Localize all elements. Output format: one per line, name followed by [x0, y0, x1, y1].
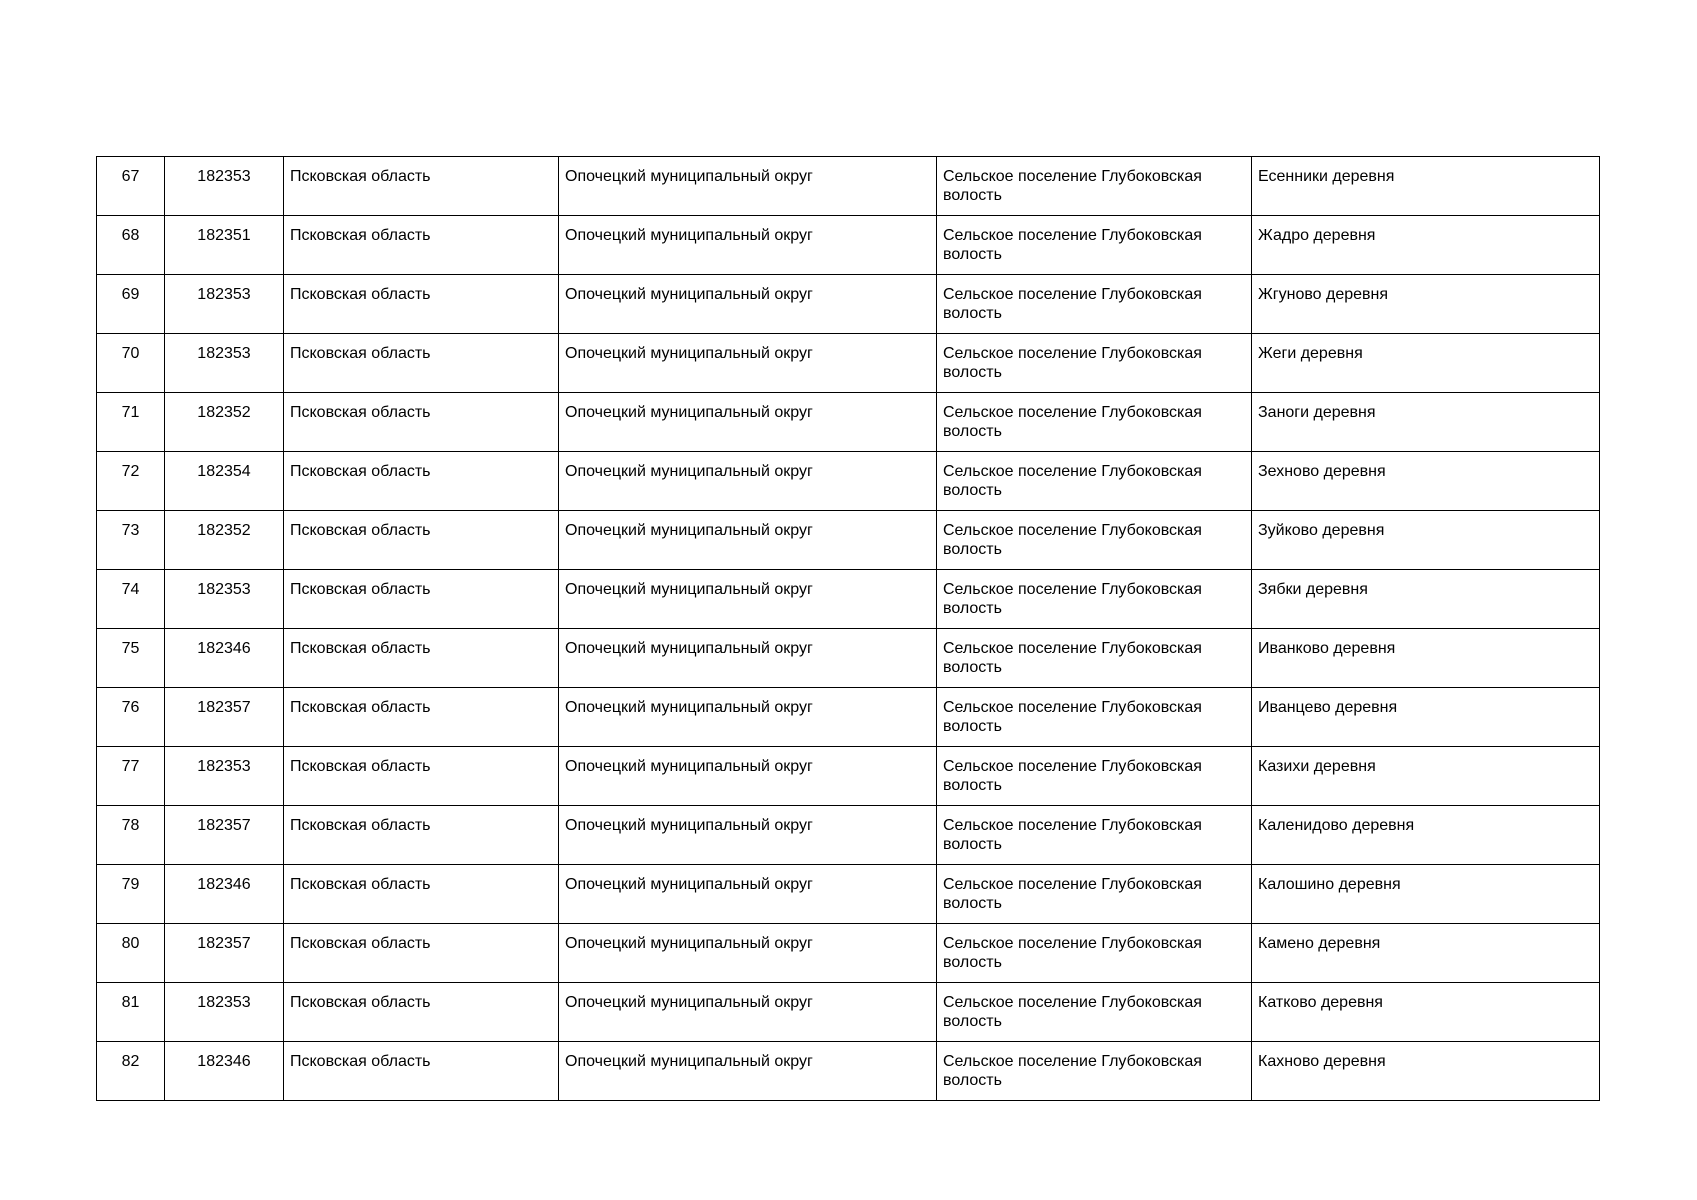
region-cell: Псковская область — [284, 629, 559, 688]
settlement-cell: Сельское поселение Глубоковская волость — [937, 216, 1252, 275]
region-cell: Псковская область — [284, 924, 559, 983]
table-row — [97, 393, 1600, 452]
settlement-cell: Сельское поселение Глубоковская волость — [937, 452, 1252, 511]
table-row — [97, 216, 1600, 275]
region-cell: Псковская область — [284, 806, 559, 865]
locality-cell: Кахново деревня — [1252, 1042, 1600, 1101]
region-cell: Псковская область — [284, 275, 559, 334]
locality-cell: Зехново деревня — [1252, 452, 1600, 511]
locality-cell: Камено деревня — [1252, 924, 1600, 983]
table-row — [97, 511, 1600, 570]
district-cell: Опочецкий муниципальный округ — [559, 275, 937, 334]
table-row — [97, 865, 1600, 924]
district-cell: Опочецкий муниципальный округ — [559, 924, 937, 983]
settlement-cell: Сельское поселение Глубоковская волость — [937, 806, 1252, 865]
postal-index-cell: 182352 — [165, 393, 284, 452]
postal-index-cell: 182357 — [165, 806, 284, 865]
settlement-cell: Сельское поселение Глубоковская волость — [937, 393, 1252, 452]
postal-index-cell: 182353 — [165, 334, 284, 393]
district-cell: Опочецкий муниципальный округ — [559, 688, 937, 747]
district-cell: Опочецкий муниципальный округ — [559, 1042, 937, 1101]
table-row — [97, 629, 1600, 688]
table-row — [97, 924, 1600, 983]
table-row — [97, 275, 1600, 334]
settlement-cell: Сельское поселение Глубоковская волость — [937, 629, 1252, 688]
locality-cell: Есенники деревня — [1252, 157, 1600, 216]
table-body — [97, 157, 1600, 1101]
settlements-table — [96, 156, 1600, 1101]
district-cell: Опочецкий муниципальный округ — [559, 216, 937, 275]
district-cell: Опочецкий муниципальный округ — [559, 629, 937, 688]
postal-index-cell: 182352 — [165, 511, 284, 570]
settlement-cell: Сельское поселение Глубоковская волость — [937, 747, 1252, 806]
postal-index-cell: 182353 — [165, 570, 284, 629]
settlement-cell: Сельское поселение Глубоковская волость — [937, 1042, 1252, 1101]
settlement-cell: Сельское поселение Глубоковская волость — [937, 511, 1252, 570]
row-number-cell: 77 — [97, 747, 165, 806]
postal-index-cell: 182346 — [165, 865, 284, 924]
table-row — [97, 1042, 1600, 1101]
row-number-cell: 78 — [97, 806, 165, 865]
postal-index-cell: 182353 — [165, 275, 284, 334]
row-number-cell: 68 — [97, 216, 165, 275]
settlement-cell: Сельское поселение Глубоковская волость — [937, 865, 1252, 924]
district-cell: Опочецкий муниципальный округ — [559, 747, 937, 806]
postal-index-cell: 182357 — [165, 924, 284, 983]
district-cell: Опочецкий муниципальный округ — [559, 334, 937, 393]
settlement-cell: Сельское поселение Глубоковская волость — [937, 570, 1252, 629]
row-number-cell: 74 — [97, 570, 165, 629]
table-row — [97, 747, 1600, 806]
row-number-cell: 70 — [97, 334, 165, 393]
settlement-cell: Сельское поселение Глубоковская волость — [937, 275, 1252, 334]
table-row — [97, 452, 1600, 511]
table-row — [97, 806, 1600, 865]
district-cell: Опочецкий муниципальный округ — [559, 983, 937, 1042]
district-cell: Опочецкий муниципальный округ — [559, 865, 937, 924]
region-cell: Псковская область — [284, 688, 559, 747]
row-number-cell: 73 — [97, 511, 165, 570]
table-row — [97, 688, 1600, 747]
row-number-cell: 71 — [97, 393, 165, 452]
postal-index-cell: 182354 — [165, 452, 284, 511]
locality-cell: Жгуново деревня — [1252, 275, 1600, 334]
locality-cell: Зябки деревня — [1252, 570, 1600, 629]
postal-index-cell: 182353 — [165, 983, 284, 1042]
region-cell: Псковская область — [284, 511, 559, 570]
locality-cell: Иванково деревня — [1252, 629, 1600, 688]
locality-cell: Жадро деревня — [1252, 216, 1600, 275]
locality-cell: Жеги деревня — [1252, 334, 1600, 393]
district-cell: Опочецкий муниципальный округ — [559, 393, 937, 452]
row-number-cell: 67 — [97, 157, 165, 216]
locality-cell: Казихи деревня — [1252, 747, 1600, 806]
locality-cell: Катково деревня — [1252, 983, 1600, 1042]
locality-cell: Зуйково деревня — [1252, 511, 1600, 570]
region-cell: Псковская область — [284, 570, 559, 629]
table-row — [97, 570, 1600, 629]
table-row — [97, 334, 1600, 393]
region-cell: Псковская область — [284, 747, 559, 806]
postal-index-cell: 182357 — [165, 688, 284, 747]
row-number-cell: 76 — [97, 688, 165, 747]
settlement-cell: Сельское поселение Глубоковская волость — [937, 983, 1252, 1042]
region-cell: Псковская область — [284, 1042, 559, 1101]
region-cell: Псковская область — [284, 983, 559, 1042]
district-cell: Опочецкий муниципальный округ — [559, 570, 937, 629]
postal-index-cell: 182346 — [165, 629, 284, 688]
settlement-cell: Сельское поселение Глубоковская волость — [937, 924, 1252, 983]
settlement-cell: Сельское поселение Глубоковская волость — [937, 157, 1252, 216]
postal-index-cell: 182353 — [165, 157, 284, 216]
district-cell: Опочецкий муниципальный округ — [559, 806, 937, 865]
table-row — [97, 157, 1600, 216]
region-cell: Псковская область — [284, 157, 559, 216]
row-number-cell: 75 — [97, 629, 165, 688]
locality-cell: Иванцево деревня — [1252, 688, 1600, 747]
settlement-cell: Сельское поселение Глубоковская волость — [937, 688, 1252, 747]
locality-cell: Заноги деревня — [1252, 393, 1600, 452]
district-cell: Опочецкий муниципальный округ — [559, 452, 937, 511]
region-cell: Псковская область — [284, 393, 559, 452]
settlement-cell: Сельское поселение Глубоковская волость — [937, 334, 1252, 393]
region-cell: Псковская область — [284, 452, 559, 511]
region-cell: Псковская область — [284, 216, 559, 275]
row-number-cell: 69 — [97, 275, 165, 334]
postal-index-cell: 182351 — [165, 216, 284, 275]
district-cell: Опочецкий муниципальный округ — [559, 157, 937, 216]
district-cell: Опочецкий муниципальный округ — [559, 511, 937, 570]
row-number-cell: 72 — [97, 452, 165, 511]
row-number-cell: 82 — [97, 1042, 165, 1101]
row-number-cell: 79 — [97, 865, 165, 924]
region-cell: Псковская область — [284, 334, 559, 393]
row-number-cell: 81 — [97, 983, 165, 1042]
postal-index-cell: 182353 — [165, 747, 284, 806]
locality-cell: Каленидово деревня — [1252, 806, 1600, 865]
row-number-cell: 80 — [97, 924, 165, 983]
locality-cell: Калошино деревня — [1252, 865, 1600, 924]
region-cell: Псковская область — [284, 865, 559, 924]
table-row — [97, 983, 1600, 1042]
postal-index-cell: 182346 — [165, 1042, 284, 1101]
